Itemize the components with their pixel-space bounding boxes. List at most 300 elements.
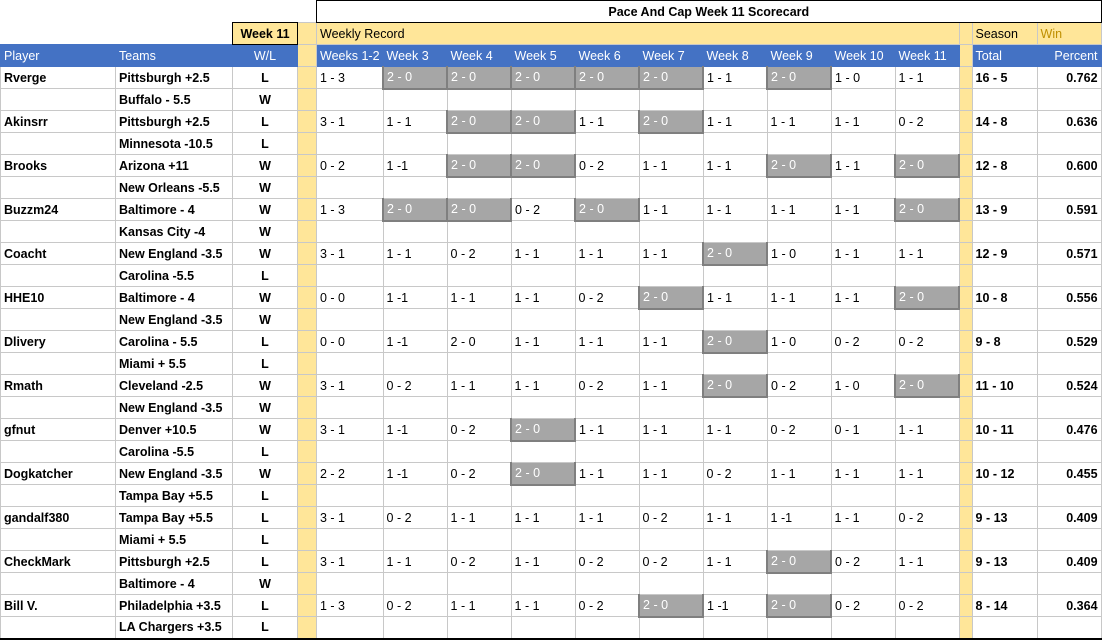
week-record-blank: [767, 485, 831, 507]
week-label: Week 11: [233, 23, 298, 45]
week-record: 1 - 1: [639, 199, 703, 221]
season-total: [972, 221, 1037, 243]
week-record-blank: [511, 133, 575, 155]
week-record-blank: [639, 89, 703, 111]
week-record: 1 - 1: [703, 551, 767, 573]
table-row: [1, 375, 1102, 397]
win-percent: 0.455: [1037, 463, 1101, 485]
week-record-blank: [317, 353, 384, 375]
week-record: 2 - 0: [447, 199, 511, 221]
week-record-blank: [575, 353, 639, 375]
week-record: 3 - 1: [317, 551, 384, 573]
player-name: gfnut: [1, 419, 116, 441]
week-record-blank: [767, 89, 831, 111]
table-row: [1, 529, 1102, 551]
team-pick: New England -3.5: [116, 309, 233, 331]
week-record-blank: [317, 221, 384, 243]
table-row: [1, 177, 1102, 199]
week-record: 2 - 0: [767, 155, 831, 177]
week-record: 0 - 2: [703, 463, 767, 485]
week-record: 2 - 0: [895, 199, 959, 221]
week-record: 0 - 2: [511, 199, 575, 221]
week-record-blank: [317, 133, 384, 155]
header-week: Week 11: [895, 45, 959, 67]
week-record: 1 - 1: [639, 243, 703, 265]
week-record-blank: [639, 485, 703, 507]
result-wl: L: [233, 265, 298, 287]
result-wl: L: [233, 551, 298, 573]
week-record: 1 -1: [383, 331, 447, 353]
result-wl: W: [233, 309, 298, 331]
week-record-blank: [767, 177, 831, 199]
season-total: 9 - 13: [972, 551, 1037, 573]
week-record: 2 - 0: [511, 155, 575, 177]
week-record-blank: [447, 221, 511, 243]
win-percent: [1037, 133, 1101, 155]
result-wl: W: [233, 177, 298, 199]
week-record-blank: [895, 177, 959, 199]
week-record-blank: [383, 573, 447, 595]
week-record-blank: [831, 221, 895, 243]
week-record: 2 - 0: [447, 67, 511, 89]
week-record: 1 - 1: [639, 331, 703, 353]
player-name: Brooks: [1, 155, 116, 177]
week-record-blank: [639, 529, 703, 551]
week-record: 2 - 0: [639, 67, 703, 89]
week-record-blank: [831, 265, 895, 287]
week-record: 2 - 0: [447, 331, 511, 353]
player-name: Coacht: [1, 243, 116, 265]
week-record-blank: [831, 397, 895, 419]
week-record: 2 - 0: [639, 595, 703, 617]
player-name: HHE10: [1, 287, 116, 309]
header-percent: Percent: [1037, 45, 1101, 67]
week-record-blank: [767, 265, 831, 287]
week-record: 1 - 1: [767, 111, 831, 133]
table-row: [1, 243, 1102, 265]
player-name: [1, 397, 116, 419]
week-record-blank: [575, 89, 639, 111]
week-record-blank: [447, 441, 511, 463]
season-total: 9 - 13: [972, 507, 1037, 529]
team-pick: Baltimore - 4: [116, 199, 233, 221]
week-record: 1 - 1: [447, 287, 511, 309]
week-record-blank: [895, 309, 959, 331]
week-record-blank: [383, 397, 447, 419]
season-total: 9 - 8: [972, 331, 1037, 353]
week-record: 2 - 0: [511, 463, 575, 485]
week-record: 0 - 2: [895, 595, 959, 617]
week-record-blank: [511, 353, 575, 375]
week-record: 0 - 0: [317, 331, 384, 353]
table-row: [1, 419, 1102, 441]
week-record: 0 - 0: [317, 287, 384, 309]
table-row: [1, 595, 1102, 617]
week-record-blank: [317, 265, 384, 287]
week-record: 0 - 1: [831, 419, 895, 441]
week-record-blank: [511, 485, 575, 507]
week-record-blank: [447, 485, 511, 507]
player-name: [1, 133, 116, 155]
player-name: CheckMark: [1, 551, 116, 573]
season-total: [972, 89, 1037, 111]
week-record: 0 - 2: [383, 507, 447, 529]
week-record: 1 - 0: [767, 331, 831, 353]
week-record: 0 - 2: [767, 375, 831, 397]
week-record: 0 - 2: [767, 419, 831, 441]
result-wl: W: [233, 463, 298, 485]
week-record: 1 - 1: [575, 507, 639, 529]
week-record-blank: [895, 221, 959, 243]
win-percent: [1037, 441, 1101, 463]
week-record: 1 - 1: [575, 419, 639, 441]
week-record: 2 - 0: [383, 199, 447, 221]
season-total: [972, 573, 1037, 595]
win-percent: [1037, 177, 1101, 199]
season-label: Season: [972, 23, 1037, 45]
week-record-blank: [703, 133, 767, 155]
result-wl: L: [233, 331, 298, 353]
week-record: 3 - 1: [317, 507, 384, 529]
result-wl: W: [233, 287, 298, 309]
player-name: Dlivery: [1, 331, 116, 353]
team-pick: New England -3.5: [116, 463, 233, 485]
week-record: 1 - 1: [703, 155, 767, 177]
week-record-blank: [575, 133, 639, 155]
week-record-blank: [317, 89, 384, 111]
week-record: 2 - 0: [767, 595, 831, 617]
week-record: 0 - 2: [575, 375, 639, 397]
table-row: [1, 507, 1102, 529]
week-record-blank: [895, 441, 959, 463]
season-total: [972, 485, 1037, 507]
season-total: [972, 309, 1037, 331]
team-pick: LA Chargers +3.5: [116, 617, 233, 639]
week-record: 0 - 2: [639, 551, 703, 573]
team-pick: Tampa Bay +5.5: [116, 507, 233, 529]
week-record: 1 - 1: [447, 507, 511, 529]
team-pick: Pittsburgh +2.5: [116, 551, 233, 573]
week-record: 1 - 1: [639, 155, 703, 177]
week-record-blank: [703, 353, 767, 375]
header-player: Player: [1, 45, 116, 67]
week-record: 1 - 1: [767, 287, 831, 309]
week-record: 1 - 1: [447, 595, 511, 617]
week-record: 1 - 1: [575, 331, 639, 353]
week-record-blank: [511, 309, 575, 331]
week-record-blank: [639, 221, 703, 243]
player-name: Bill V.: [1, 595, 116, 617]
week-record-blank: [383, 485, 447, 507]
week-record: 1 - 1: [383, 551, 447, 573]
week-record-blank: [639, 177, 703, 199]
week-record-blank: [831, 529, 895, 551]
season-total: 12 - 9: [972, 243, 1037, 265]
week-record-blank: [831, 89, 895, 111]
player-name: [1, 309, 116, 331]
result-wl: W: [233, 221, 298, 243]
week-record-blank: [383, 177, 447, 199]
week-record: 0 - 2: [895, 507, 959, 529]
week-record-blank: [639, 573, 703, 595]
week-record: 1 - 1: [575, 463, 639, 485]
week-record-blank: [831, 133, 895, 155]
week-record: 1 - 1: [511, 331, 575, 353]
result-wl: W: [233, 243, 298, 265]
week-record: 0 - 2: [575, 595, 639, 617]
week-record: 0 - 2: [447, 551, 511, 573]
week-record-blank: [831, 573, 895, 595]
player-name: Dogkatcher: [1, 463, 116, 485]
week-record-blank: [317, 573, 384, 595]
team-pick: Carolina -5.5: [116, 265, 233, 287]
header-week: Week 7: [639, 45, 703, 67]
week-record: 2 - 0: [447, 155, 511, 177]
team-pick: Buffalo - 5.5: [116, 89, 233, 111]
season-total: [972, 353, 1037, 375]
header-week: Week 4: [447, 45, 511, 67]
win-percent: [1037, 397, 1101, 419]
week-record: 1 - 3: [317, 199, 384, 221]
player-name: [1, 441, 116, 463]
week-record: 1 -1: [383, 155, 447, 177]
result-wl: W: [233, 155, 298, 177]
week-record-blank: [447, 397, 511, 419]
week-record-blank: [511, 617, 575, 639]
week-record: 2 - 0: [895, 155, 959, 177]
result-wl: L: [233, 529, 298, 551]
table-row: [1, 89, 1102, 111]
win-percent: 0.600: [1037, 155, 1101, 177]
week-record-blank: [895, 133, 959, 155]
season-total: [972, 133, 1037, 155]
week-record-blank: [447, 309, 511, 331]
week-record-blank: [575, 573, 639, 595]
week-record-blank: [767, 441, 831, 463]
week-record-blank: [895, 397, 959, 419]
week-record: 1 -1: [383, 463, 447, 485]
week-record: 3 - 1: [317, 111, 384, 133]
season-total: [972, 441, 1037, 463]
week-record: 1 - 1: [511, 507, 575, 529]
table-row: [1, 551, 1102, 573]
week-record-blank: [317, 617, 384, 639]
scorecard-title: Pace And Cap Week 11 Scorecard: [317, 1, 1102, 23]
week-record: 0 - 2: [317, 155, 384, 177]
week-record: 1 - 1: [383, 111, 447, 133]
week-record: 2 - 0: [383, 67, 447, 89]
week-record-blank: [383, 441, 447, 463]
win-percent: 0.636: [1037, 111, 1101, 133]
week-record: 1 - 1: [703, 111, 767, 133]
result-wl: L: [233, 353, 298, 375]
week-record: 0 - 2: [831, 551, 895, 573]
season-total: 12 - 8: [972, 155, 1037, 177]
week-record: 1 - 3: [317, 67, 384, 89]
team-pick: Pittsburgh +2.5: [116, 67, 233, 89]
result-wl: L: [233, 67, 298, 89]
week-record-blank: [703, 617, 767, 639]
table-row: [1, 617, 1102, 639]
result-wl: W: [233, 89, 298, 111]
header-week: Week 5: [511, 45, 575, 67]
win-percent: 0.409: [1037, 507, 1101, 529]
week-record-blank: [703, 177, 767, 199]
week-record: 1 - 1: [511, 551, 575, 573]
week-record: 1 - 1: [447, 375, 511, 397]
week-record: 1 - 1: [895, 551, 959, 573]
season-total: [972, 529, 1037, 551]
win-percent: [1037, 617, 1101, 639]
week-record-blank: [831, 441, 895, 463]
player-name: Buzzm24: [1, 199, 116, 221]
week-record-blank: [575, 529, 639, 551]
result-wl: L: [233, 441, 298, 463]
team-pick: Pittsburgh +2.5: [116, 111, 233, 133]
week-record: 3 - 1: [317, 419, 384, 441]
week-record: 2 - 0: [767, 67, 831, 89]
player-name: gandalf380: [1, 507, 116, 529]
week-record: 1 - 1: [703, 67, 767, 89]
week-record-blank: [703, 397, 767, 419]
week-record-blank: [767, 221, 831, 243]
table-row: [1, 67, 1102, 89]
week-record: 3 - 1: [317, 243, 384, 265]
week-record-blank: [639, 397, 703, 419]
week-record-blank: [767, 397, 831, 419]
win-percent: [1037, 265, 1101, 287]
week-record-blank: [767, 529, 831, 551]
week-record: 1 -1: [703, 595, 767, 617]
table-row: [1, 309, 1102, 331]
week-record: 1 - 1: [831, 507, 895, 529]
week-record-blank: [703, 89, 767, 111]
team-pick: Philadelphia +3.5: [116, 595, 233, 617]
player-name: [1, 617, 116, 639]
win-percent: 0.529: [1037, 331, 1101, 353]
week-record-blank: [831, 353, 895, 375]
week-record: 0 - 2: [831, 595, 895, 617]
header-week: Week 9: [767, 45, 831, 67]
season-total: 10 - 8: [972, 287, 1037, 309]
week-record: 1 - 1: [831, 199, 895, 221]
week-record-blank: [511, 397, 575, 419]
week-record-blank: [383, 221, 447, 243]
win-percent: 0.476: [1037, 419, 1101, 441]
week-record-blank: [639, 133, 703, 155]
week-record: 0 - 2: [447, 463, 511, 485]
header-week: Week 8: [703, 45, 767, 67]
team-pick: New Orleans -5.5: [116, 177, 233, 199]
win-percent: 0.762: [1037, 67, 1101, 89]
week-record: 2 - 0: [511, 111, 575, 133]
week-record: 2 - 0: [511, 67, 575, 89]
week-record-blank: [767, 309, 831, 331]
season-total: 13 - 9: [972, 199, 1037, 221]
table-row: [1, 287, 1102, 309]
week-record: 1 - 1: [831, 155, 895, 177]
win-percent: [1037, 485, 1101, 507]
season-total: [972, 397, 1037, 419]
week-record-blank: [383, 265, 447, 287]
player-name: Rmath: [1, 375, 116, 397]
week-record-blank: [639, 309, 703, 331]
week-record-blank: [703, 529, 767, 551]
table-row: [1, 397, 1102, 419]
week-record-blank: [511, 221, 575, 243]
week-record: 2 - 0: [767, 551, 831, 573]
season-total: 8 - 14: [972, 595, 1037, 617]
team-pick: Denver +10.5: [116, 419, 233, 441]
week-record: 2 - 0: [639, 111, 703, 133]
table-row: [1, 441, 1102, 463]
week-record: 1 - 1: [703, 287, 767, 309]
week-record: 2 - 0: [895, 287, 959, 309]
week-record: 0 - 2: [575, 551, 639, 573]
result-wl: W: [233, 199, 298, 221]
result-wl: L: [233, 507, 298, 529]
win-percent: [1037, 309, 1101, 331]
week-record: 1 - 1: [831, 243, 895, 265]
week-record: 0 - 2: [447, 419, 511, 441]
week-record: 1 - 1: [575, 111, 639, 133]
season-total: 11 - 10: [972, 375, 1037, 397]
win-percent: 0.556: [1037, 287, 1101, 309]
week-record: 1 - 1: [639, 463, 703, 485]
win-percent: [1037, 221, 1101, 243]
week-record: 1 - 1: [639, 375, 703, 397]
week-record-blank: [317, 177, 384, 199]
table-row: [1, 155, 1102, 177]
week-record: 2 - 0: [895, 375, 959, 397]
team-pick: Miami + 5.5: [116, 353, 233, 375]
week-record-blank: [639, 441, 703, 463]
week-record-blank: [383, 529, 447, 551]
week-record-blank: [703, 485, 767, 507]
week-record-blank: [639, 353, 703, 375]
week-record-blank: [447, 353, 511, 375]
result-wl: W: [233, 419, 298, 441]
week-record-blank: [831, 617, 895, 639]
week-record: 1 - 0: [831, 375, 895, 397]
team-pick: New England -3.5: [116, 243, 233, 265]
week-record-blank: [575, 485, 639, 507]
week-record-blank: [575, 617, 639, 639]
week-record: 1 - 1: [831, 111, 895, 133]
table-row: [1, 265, 1102, 287]
week-record-blank: [767, 353, 831, 375]
week-record-blank: [639, 265, 703, 287]
week-record: 1 -1: [767, 507, 831, 529]
week-record: 1 - 1: [895, 419, 959, 441]
season-total: 14 - 8: [972, 111, 1037, 133]
week-record: 0 - 2: [575, 155, 639, 177]
season-total: 16 - 5: [972, 67, 1037, 89]
week-record: 1 - 1: [511, 287, 575, 309]
win-label: Win: [1037, 23, 1101, 45]
week-record-blank: [383, 309, 447, 331]
result-wl: L: [233, 111, 298, 133]
week-record-blank: [703, 265, 767, 287]
table-row: [1, 485, 1102, 507]
week-record-blank: [447, 265, 511, 287]
season-total: 10 - 12: [972, 463, 1037, 485]
team-pick: Carolina - 5.5: [116, 331, 233, 353]
week-record-blank: [895, 617, 959, 639]
week-record: 1 - 1: [511, 375, 575, 397]
table-row: [1, 463, 1102, 485]
week-record: 1 - 1: [895, 243, 959, 265]
